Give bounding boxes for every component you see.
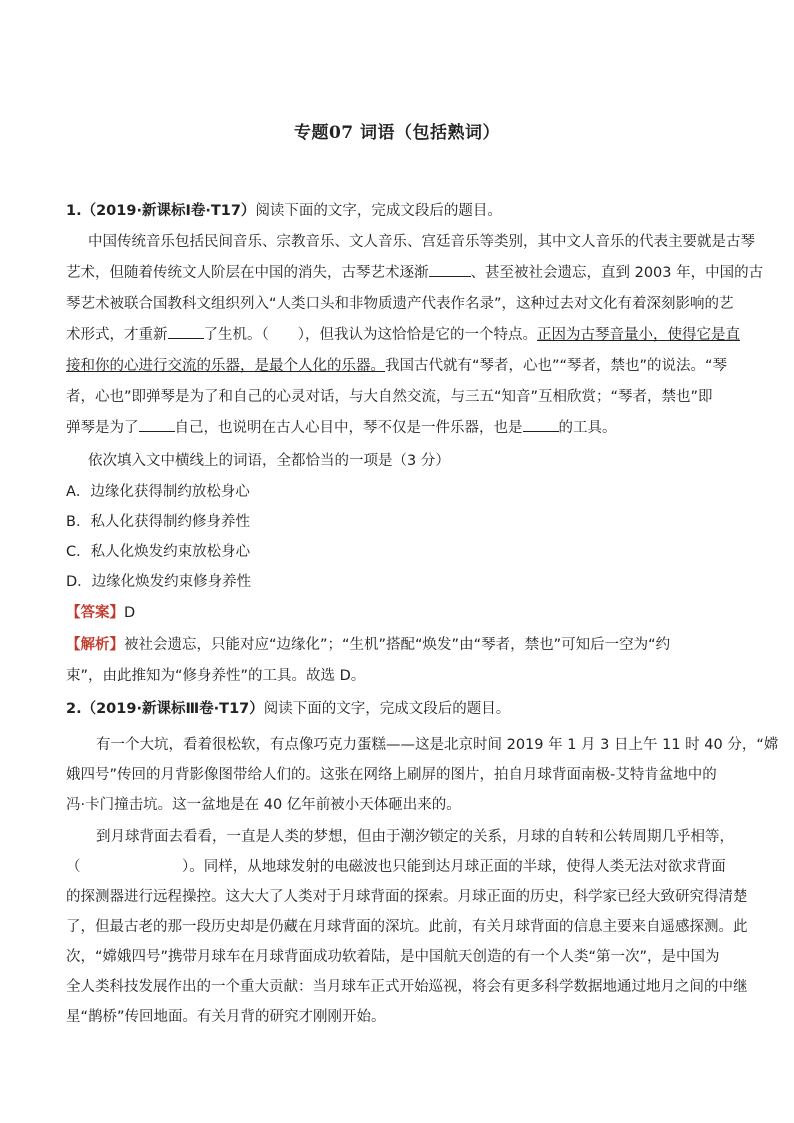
q1-passage-line-5: 接和你的心进行交流的乐器，是最个人化的乐器。我国古代就有“琴者，心也”“琴者，禁也”的说法。“琴: [66, 358, 728, 374]
question-2-source: 2.（2019·新课标Ⅲ卷·T17）: [66, 701, 264, 717]
q1-prompt: 依次填入文中横线上的词语，全都恰当的一项是（3 分）: [88, 453, 450, 469]
q1-analysis-line-1: 【解析】被社会遗忘，只能对应“边缘化”；“生机”搭配“焕发”由“琴者，禁也”可知后一空为“约: [66, 637, 671, 653]
q1-option-c: C．私人化焕发约束放松身心: [66, 544, 251, 560]
q2-passage-line-1: 有一个大坑，看着很松软，有点像巧克力蛋糕——这是北京时间 2019 年 1 月 3 日上午 11 时 40 分，“嫦: [96, 737, 779, 753]
analysis-label: 【解析】: [66, 637, 124, 653]
q2-passage-line-9: 全人类科技发展作出的一个重大贡献：当月球车正式开始巡视，将会有更多科学数据地通过地月之间的中继: [66, 979, 748, 995]
question-1-instruction: 阅读下面的文字，完成文段后的题目。: [255, 203, 502, 219]
q1-passage-line-3: 琴艺术被联合国教科文组织列入“人类口头和非物质遗产代表作名录”，这种过去对文化有着深刻影响的艺: [66, 296, 734, 312]
fill-blank: [139, 417, 175, 432]
answer-label: 【答案】: [66, 605, 124, 621]
answer-value: D: [124, 605, 136, 621]
q1-analysis-line-2: 束”，由此推知为“修身养性”的工具。故选 D。: [66, 668, 366, 684]
q2-passage-line-7: 了，但最古老的那一段历史却是仍藏在月球背面的深坑。此前，有关月球背面的信息主要来自遥感探测。此: [66, 919, 748, 935]
q1-passage-line-2: 艺术，但随着传统文人阶层在中国的消失，古琴艺术逐渐 、甚至被社会遗忘，直到 2003 年，中国的古: [66, 262, 726, 284]
underlined-sentence: 正因为古琴音量小，使得它是直: [537, 327, 740, 343]
q2-passage-line-6: 的探测器进行远程操控。这大大了人类对于月球背面的探索。月球正面的历史，科学家已经大致研究得清楚: [66, 889, 748, 905]
q1-option-a: A．边缘化获得制约放松身心: [66, 484, 250, 500]
q1-passage-line-4: 术形式，才重新 了生机。（ ），但我认为这恰恰是它的一个特点。正因为古琴音量小，使得它是直: [66, 324, 726, 346]
q1-passage-line-7: 弹琴是为了 自己，也说明在古人心目中，琴不仅是一件乐器，也是 的工具。: [66, 417, 726, 439]
question-1-heading: [66, 200, 726, 222]
question-1-source: 1.（2019·新课标Ⅰ卷·T17）: [66, 203, 256, 219]
q1-passage-line-6: 者，心也”即弹琴是为了和自己的心灵对话，与大自然交流，与三五“知音”互相欣赏；“琴者，禁也”即: [66, 389, 713, 405]
q1-answer: [66, 602, 726, 624]
fill-blank: [168, 324, 204, 339]
question-2-instruction: 阅读下面的文字，完成文段后的题目。: [263, 701, 511, 717]
fill-blank: [429, 262, 471, 277]
q1-option-b: B．私人化获得制约修身养性: [66, 514, 250, 530]
q2-passage-line-8: 次，“嫦娥四号”携带月球车在月球背面成功软着陆，是中国航天创造的有一个人类“第一次”，是中国为: [66, 949, 720, 965]
fill-blank: [523, 417, 559, 432]
q2-passage-line-4: 到月球背面去看看，一直是人类的梦想，但由于潮汐锁定的关系，月球的自转和公转周期几乎相等，: [96, 829, 734, 845]
page-title: 专题07 词语（包括熟词）: [293, 123, 501, 143]
q2-passage-line-2: 娥四号”传回的月背影像图带给人们的。这张在网络上刷屏的图片，拍自月球背面南极-艾特肯盆地中的: [66, 767, 717, 783]
q2-passage-line-10: 星“鹊桥”传回地面。有关月背的研究才刚刚开始。: [66, 1009, 386, 1025]
q1-passage-line-1: 中国传统音乐包括民间音乐、宗教音乐、文人音乐、宫廷音乐等类别，其中文人音乐的代表主要就是古琴: [88, 234, 755, 250]
q2-passage-line-3: 冯·卡门撞击坑。这一盆地是在 40 亿年前被小天体砸出来的。: [66, 797, 461, 813]
question-2-heading: [66, 698, 726, 720]
q1-option-d: D．边缘化焕发约束修身养性: [66, 574, 252, 590]
q2-passage-line-5: （ ）。同样，从地球发射的电磁波也只能到达月球正面的半球，使得人类无法对欲求背面: [66, 859, 726, 875]
underlined-sentence-end: 接和你的心进行交流的乐器，是最个人化的乐器。: [66, 358, 385, 374]
